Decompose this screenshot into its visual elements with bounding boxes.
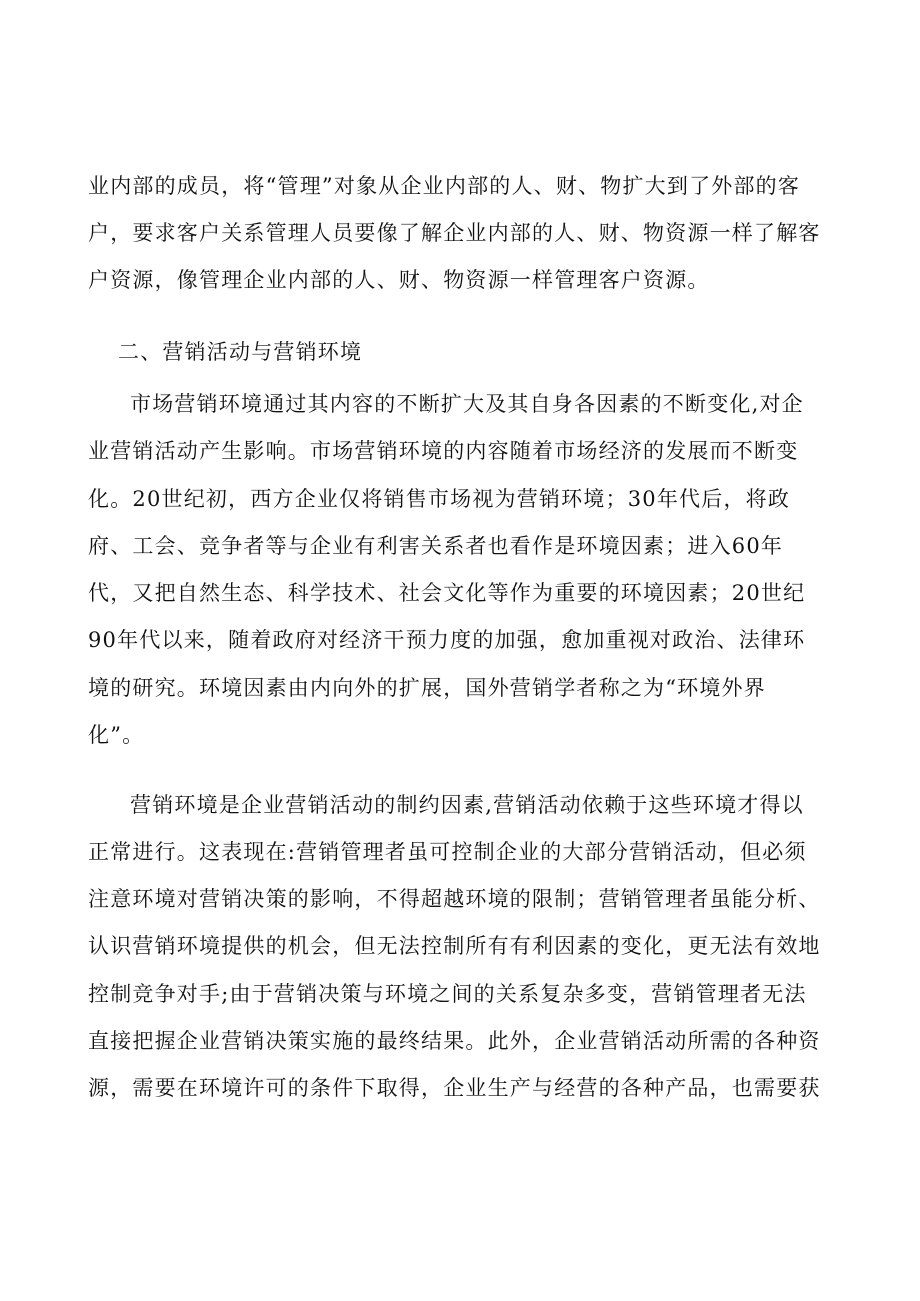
paragraph-2-line-8: 化”。: [88, 723, 145, 747]
paragraph-2-line-1: 市场营销环境通过其内容的不断扩大及其自身各因素的不断变化,对企: [130, 392, 804, 416]
paragraph-2-line-2: 业营销活动产生影响。市场营销环境的内容随着市场经济的发展而不断变: [88, 439, 799, 463]
paragraph-3-line-2: 正常进行。这表现在:营销管理者虽可控制企业的大部分营销活动，但必须: [88, 840, 807, 864]
paragraph-3-line-1: 营销环境是企业营销活动的制约因素,营销活动依赖于这些环境才得以: [130, 793, 804, 817]
paragraph-1-line-3: 户资源，像管理企业内部的人、财、物资源一样管理客户资源。: [88, 268, 710, 292]
paragraph-2-line-5: 代，又把自然生态、科学技术、社会文化等作为重要的环境因素；20世纪: [88, 581, 806, 605]
paragraph-3-line-4: 认识营销环境提供的机会，但无法控制所有有利因素的变化，更无法有效地: [88, 934, 821, 958]
paragraph-1-line-2: 户，要求客户关系管理人员要像了解企业内部的人、财、物资源一样了解客: [88, 221, 821, 245]
paragraph-3-line-7: 源，需要在环境许可的条件下取得，企业生产与经营的各种产品，也需要获: [88, 1076, 821, 1100]
paragraph-2-line-3: 化。20世纪初，西方企业仅将销售市场视为营销环境；30年代后，将政: [88, 487, 791, 511]
paragraph-3-line-3: 注意环境对营销决策的影响，不得超越环境的限制；营销管理者虽能分析、: [88, 887, 821, 911]
paragraph-1-line-1: 业内部的成员，将“管理”对象从企业内部的人、财、物扩大到了外部的客: [88, 174, 801, 198]
paragraph-3-line-5: 控制竞争对手;由于营销决策与环境之间的关系复杂多变，营销管理者无法: [88, 982, 807, 1006]
paragraph-3-line-6: 直接把握企业营销决策实施的最终结果。此外，企业营销活动所需的各种资: [88, 1029, 821, 1053]
paragraph-2-line-4: 府、工会、竞争者等与企业有利害关系者也看作是环境因素；进入60年: [88, 534, 784, 558]
paragraph-2-line-6: 90年代以来，随着政府对经济干预力度的加强，愈加重视对政治、法律环: [88, 628, 806, 652]
paragraph-2-line-7: 境的研究。环境因素由内向外的扩展，国外营销学者称之为“环境外界: [88, 676, 766, 700]
section-heading: 二、营销活动与营销环境: [118, 340, 363, 364]
